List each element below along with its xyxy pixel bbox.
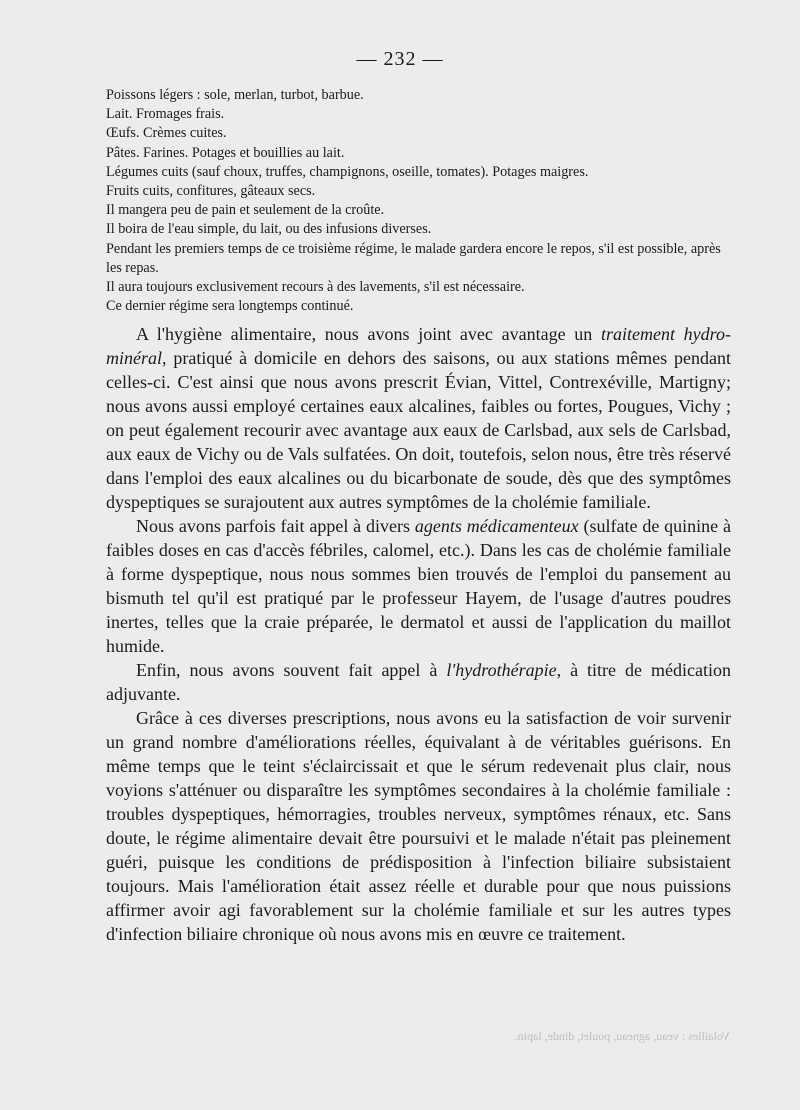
list-item: Légumes cuits (sauf choux, truffes, champignons, oseille, tomates). Potages maigres. <box>106 163 589 180</box>
paragraph-medicaments: Nous avons parfois fait appel à divers agents médicamenteux (sulfate de quinine à faibles doses en cas d'accès fébriles, calomel, etc.). Dans les cas de cholémie familiale à forme dyspeptique, nous nous sommes bien trouvés de l'emploi du pansement au bismuth tel qu'il est pratiqué par le professeur Hayem, de l'usage d'autres poudres inertes, telles que la craie préparée, le dermatol et aussi de l'application du maillot humide. <box>106 516 731 656</box>
page-number: — 232 — <box>356 48 444 70</box>
list-item: Pendant les premiers temps de ce troisième régime, le malade gardera encore le repos, s'il est possible, après les repas. <box>106 240 721 276</box>
bleed-line: Volailles : veau, agneau, poulet, dinde, lapin. <box>514 1029 730 1043</box>
paragraph-resultats: Grâce à ces diverses prescriptions, nous avons eu la satisfaction de voir survenir un grand nombre d'améliorations réelles, équivalant à de véritables guérisons. En même temps que le teint s'éclaircissait et que le sérum redevenait plus clair, nous voyions s'atténuer ou disparaître les symptômes secondaires à la cholémie familiale : troubles dyspeptiques, hémorragies, troubles nerveux, symptômes rénaux, etc. Sans doute, le régime alimentaire devait être poursuivi et le malade n'était pas pleinement guéri, puisque les conditions de prédisposition à l'infection biliaire subsistaient toujours. Mais l'amélioration était assez réelle et durable pour que nous puissions affirmer avoir agi favorablement sur la cholémie familiale et sur les autres types d'infection biliaire chronique où nous avons mis en œuvre ce traitement. <box>106 708 731 944</box>
list-item: Fruits cuits, confitures, gâteaux secs. <box>106 183 316 200</box>
paragraph-hydrotherapie: Enfin, nous avons souvent fait appel à l'hydrothérapie, à titre de médication adjuvante. <box>106 660 731 704</box>
list-item: Il aura toujours exclusivement recours à des lavements, s'il est nécessaire. <box>106 279 525 296</box>
list-item: Pâtes. Farines. Potages et bouillies au lait. <box>106 144 345 161</box>
list-item: Lait. Fromages frais. <box>106 106 225 123</box>
paragraph-hydromineral: A l'hygiène alimentaire, nous avons joint avec avantage un traitement hydro-minéral, pratiqué à domicile en dehors des saisons, ou aux stations mêmes pendant celles-ci. C'est ainsi que nous avons prescrit Évian, Vittel, Contrexéville, Martigny; nous avons aussi employé certaines eaux alcalines, faibles ou fortes, Pougues, Vichy ; on peut également recourir avec avantage aux eaux de Carlsbad, aux sels de Carlsbad, aux eaux de Vichy ou de Vals sulfatées. On doit, toutefois, selon nous, être très réservé dans l'emploi des eaux alcalines ou du bicarbonate de soude, dès que des symptômes dyspeptiques se surajoutent aux autres symptômes de la cholémie familiale. <box>106 324 731 512</box>
list-item: Œufs. Crèmes cuites. <box>106 125 227 142</box>
list-item: Poissons légers : sole, merlan, turbot, barbue. <box>106 87 364 103</box>
list-item: Il boira de l'eau simple, du lait, ou des infusions diverses. <box>106 221 432 238</box>
list-item: Il mangera peu de pain et seulement de la croûte. <box>106 202 385 219</box>
bleed-through-text <box>130 948 730 1044</box>
list-item: Ce dernier régime sera longtemps continué. <box>106 298 354 315</box>
body-text <box>106 322 731 946</box>
regime-list <box>106 86 736 316</box>
